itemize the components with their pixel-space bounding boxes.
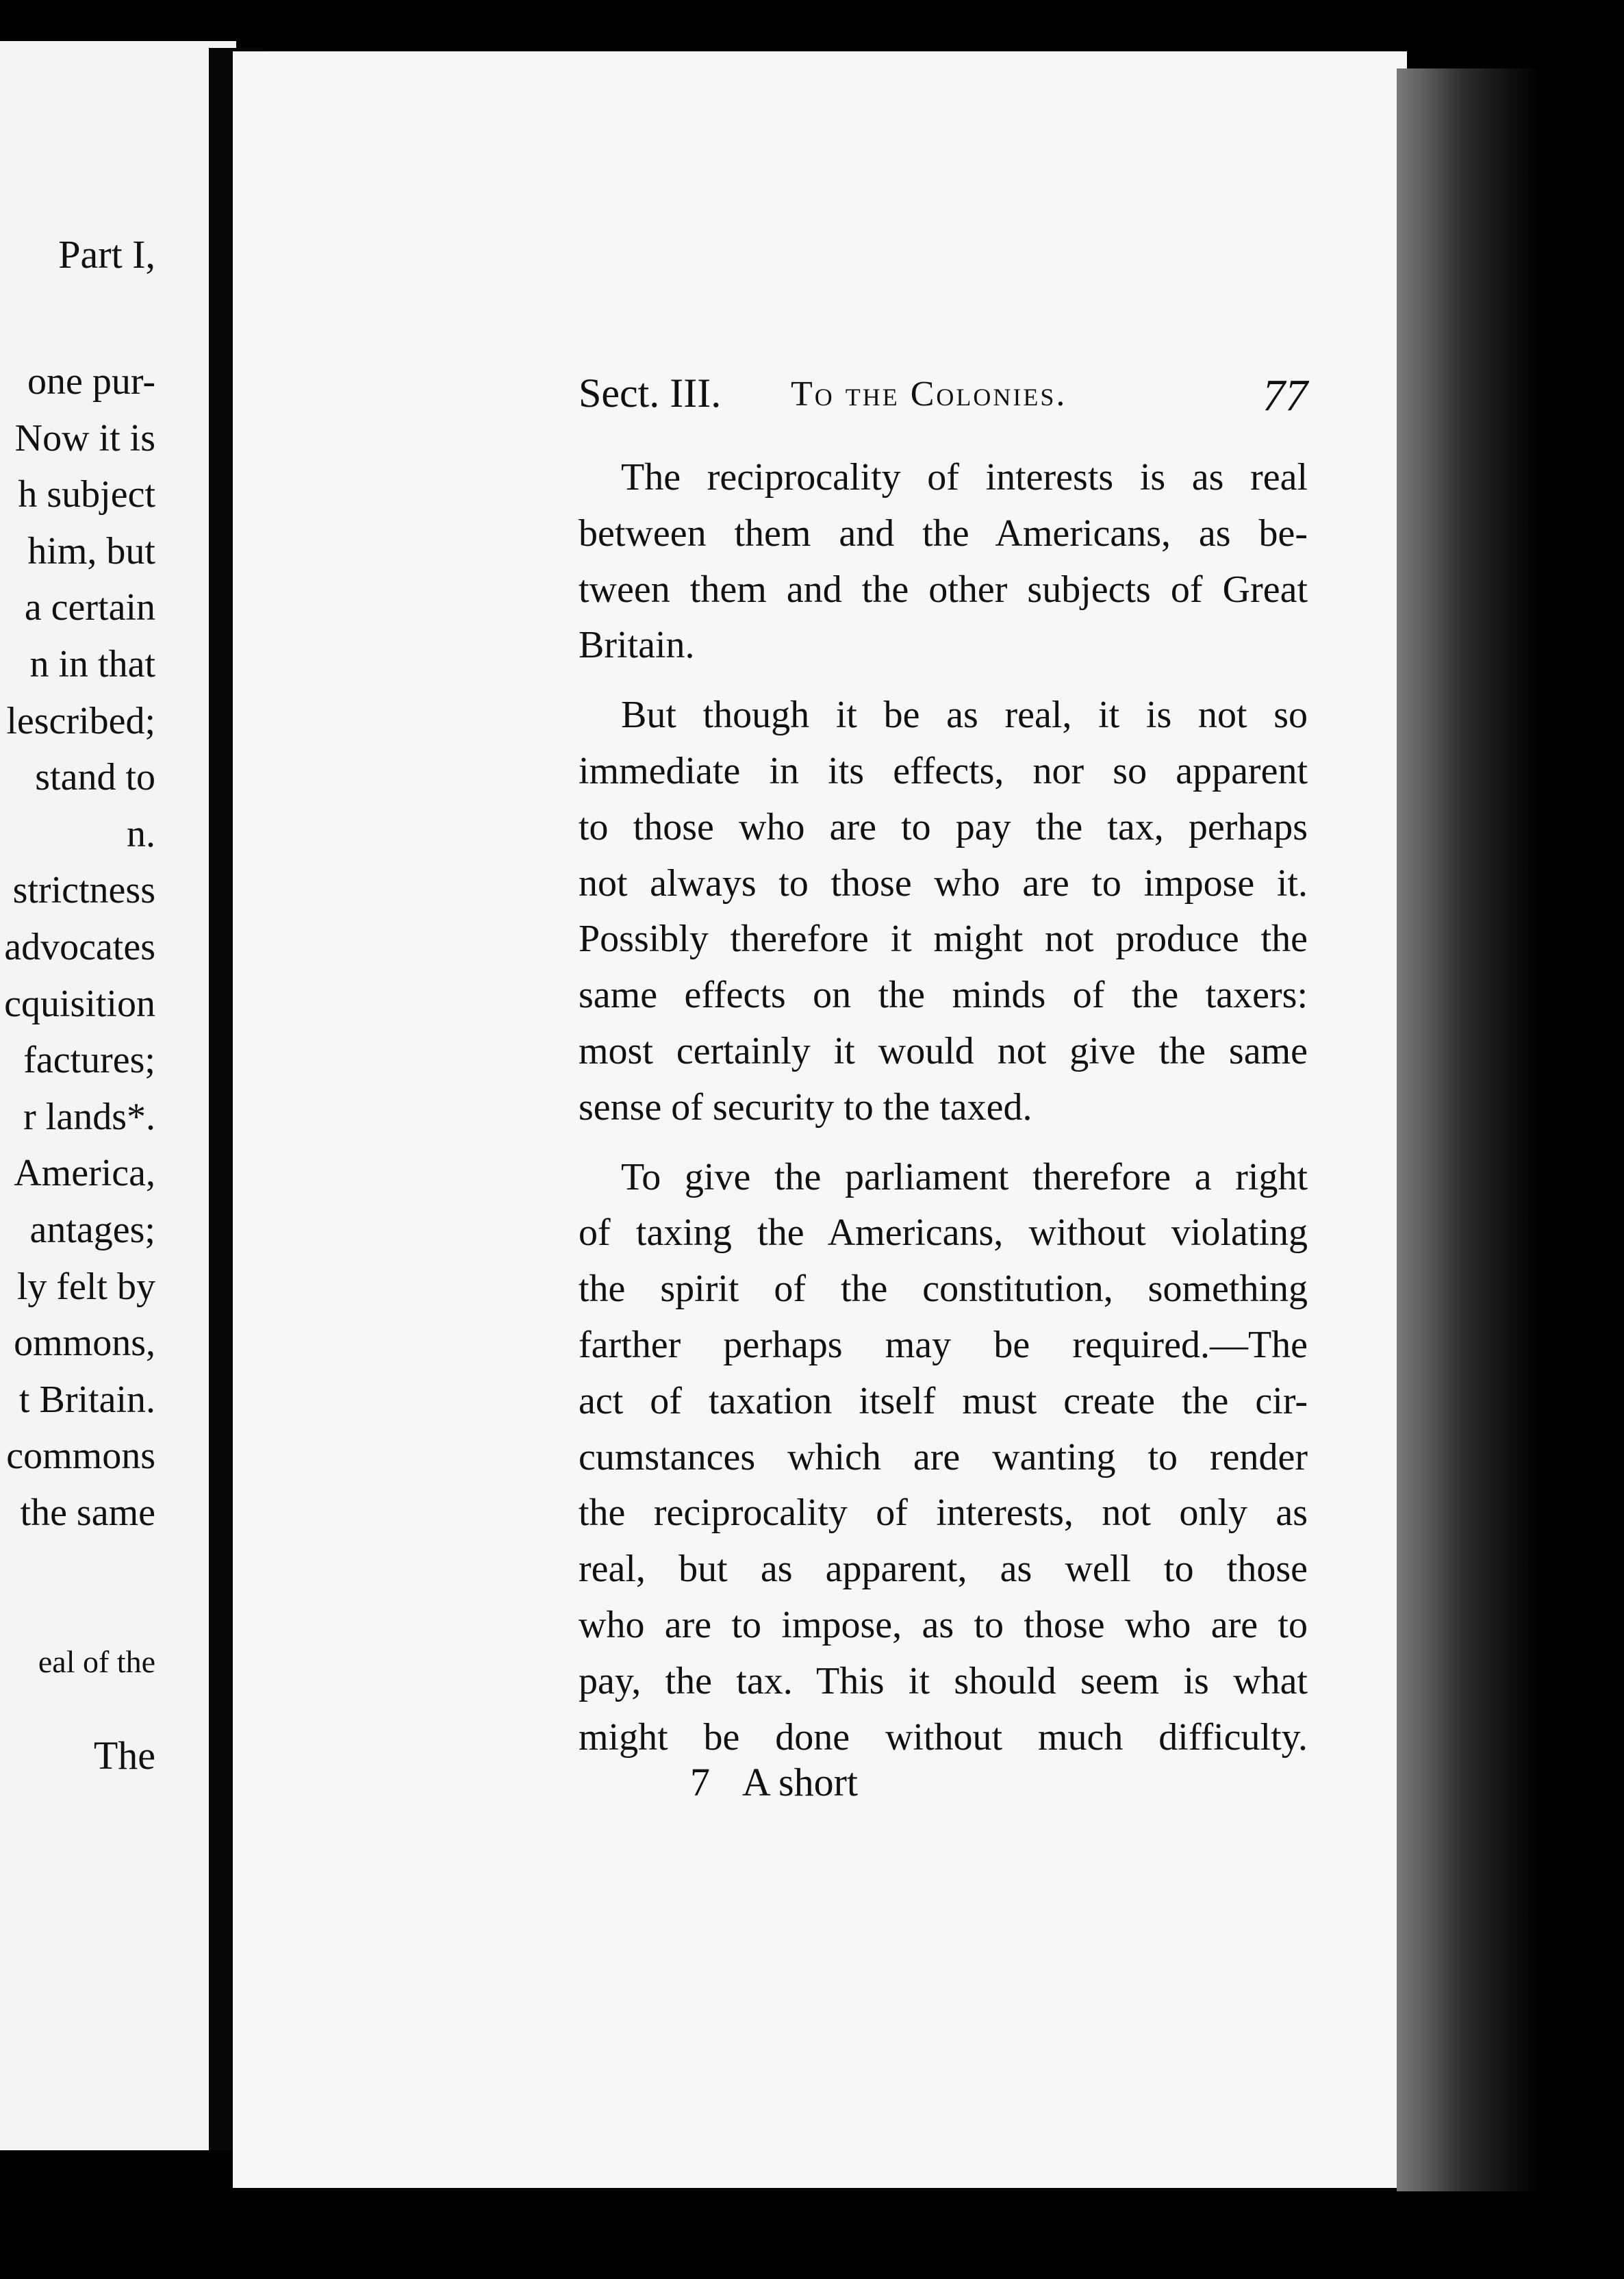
page-block-edge — [1397, 68, 1540, 2191]
section-label: Sect. III. — [579, 370, 722, 416]
text-line: t Britain. — [18, 1378, 155, 1421]
text-line: Possibly therefore it might not produce the — [579, 918, 1308, 961]
running-title: To the Colonies. — [791, 375, 1067, 414]
text-line: advocates — [4, 925, 155, 968]
left-running-head: Part I, — [58, 232, 155, 277]
text-line: r lands*. — [23, 1095, 155, 1138]
text-line: him, but — [27, 529, 155, 572]
paragraph — [579, 450, 1308, 674]
text-line: To give the parliament therefore a right — [621, 1155, 1308, 1198]
left-page-text — [0, 353, 155, 1541]
text-line: between them and the Americans, as be- — [579, 512, 1308, 555]
left-page — [0, 41, 236, 2150]
text-line: Now it is — [14, 416, 155, 459]
signature-mark: 7 — [690, 1760, 710, 1804]
text-line: act of taxation itself must create the cir- — [579, 1379, 1308, 1422]
text-line: ommons, — [14, 1322, 155, 1365]
text-line: the spirit of the constitution, something — [579, 1268, 1308, 1311]
text-line: same effects on the minds of the taxers: — [579, 974, 1308, 1017]
paragraph — [579, 1150, 1308, 1766]
text-line: most certainly it would not give the same — [579, 1029, 1308, 1072]
running-head — [579, 370, 1308, 425]
text-line: But though it be as real, it is not so — [621, 694, 1308, 737]
text-line: farther perhaps may be required.—The — [579, 1323, 1308, 1366]
text-line: real, but as apparent, as well to those — [579, 1548, 1308, 1591]
text-line: cquisition — [4, 982, 155, 1025]
body-text — [579, 450, 1308, 1765]
text-line: commons — [6, 1435, 155, 1478]
text-line: n. — [127, 812, 155, 855]
text-line: the same — [20, 1491, 155, 1534]
catchword: A short — [741, 1760, 858, 1804]
text-line: sense of security to the taxed. — [579, 1085, 1032, 1129]
text-line: a certain — [24, 586, 155, 629]
text-line: factures; — [23, 1039, 155, 1082]
left-catchword: The — [93, 1733, 155, 1778]
text-line: the reciprocality of interests, not only as — [579, 1491, 1308, 1535]
text-line: Britain. — [579, 624, 695, 667]
text-line: pay, the tax. This it should seem is what — [579, 1659, 1308, 1702]
right-page — [233, 51, 1407, 2188]
text-line: cumstances which are wanting to render — [579, 1435, 1308, 1478]
text-line: lescribed; — [6, 699, 155, 742]
text-line: stand to — [35, 756, 155, 799]
text-line: of taxing the Americans, without violating — [579, 1211, 1308, 1255]
text-line: n in that — [29, 642, 155, 685]
text-line: tween them and the other subjects of Great — [579, 568, 1308, 611]
text-line: The reciprocality of interests is as real — [621, 456, 1308, 499]
text-line: who are to impose, as to those who are to — [579, 1603, 1308, 1646]
text-line: might be done without much difficulty. — [579, 1715, 1308, 1759]
text-line: h subject — [18, 473, 155, 516]
text-line: antages; — [29, 1208, 155, 1251]
text-line: not always to those who are to impose it. — [579, 861, 1308, 905]
text-line: to those who are to pay the tax, perhaps — [579, 805, 1308, 848]
text-line: strictness — [12, 869, 155, 912]
paragraph — [579, 688, 1308, 1135]
text-line: ly felt by — [16, 1265, 155, 1308]
text-line: one pur- — [27, 360, 155, 403]
text-line: immediate in its effects, nor so apparent — [579, 749, 1308, 792]
page-number: 77 — [1263, 370, 1308, 420]
text-line: America, — [14, 1152, 155, 1195]
left-footnote: eal of the — [38, 1644, 155, 1679]
